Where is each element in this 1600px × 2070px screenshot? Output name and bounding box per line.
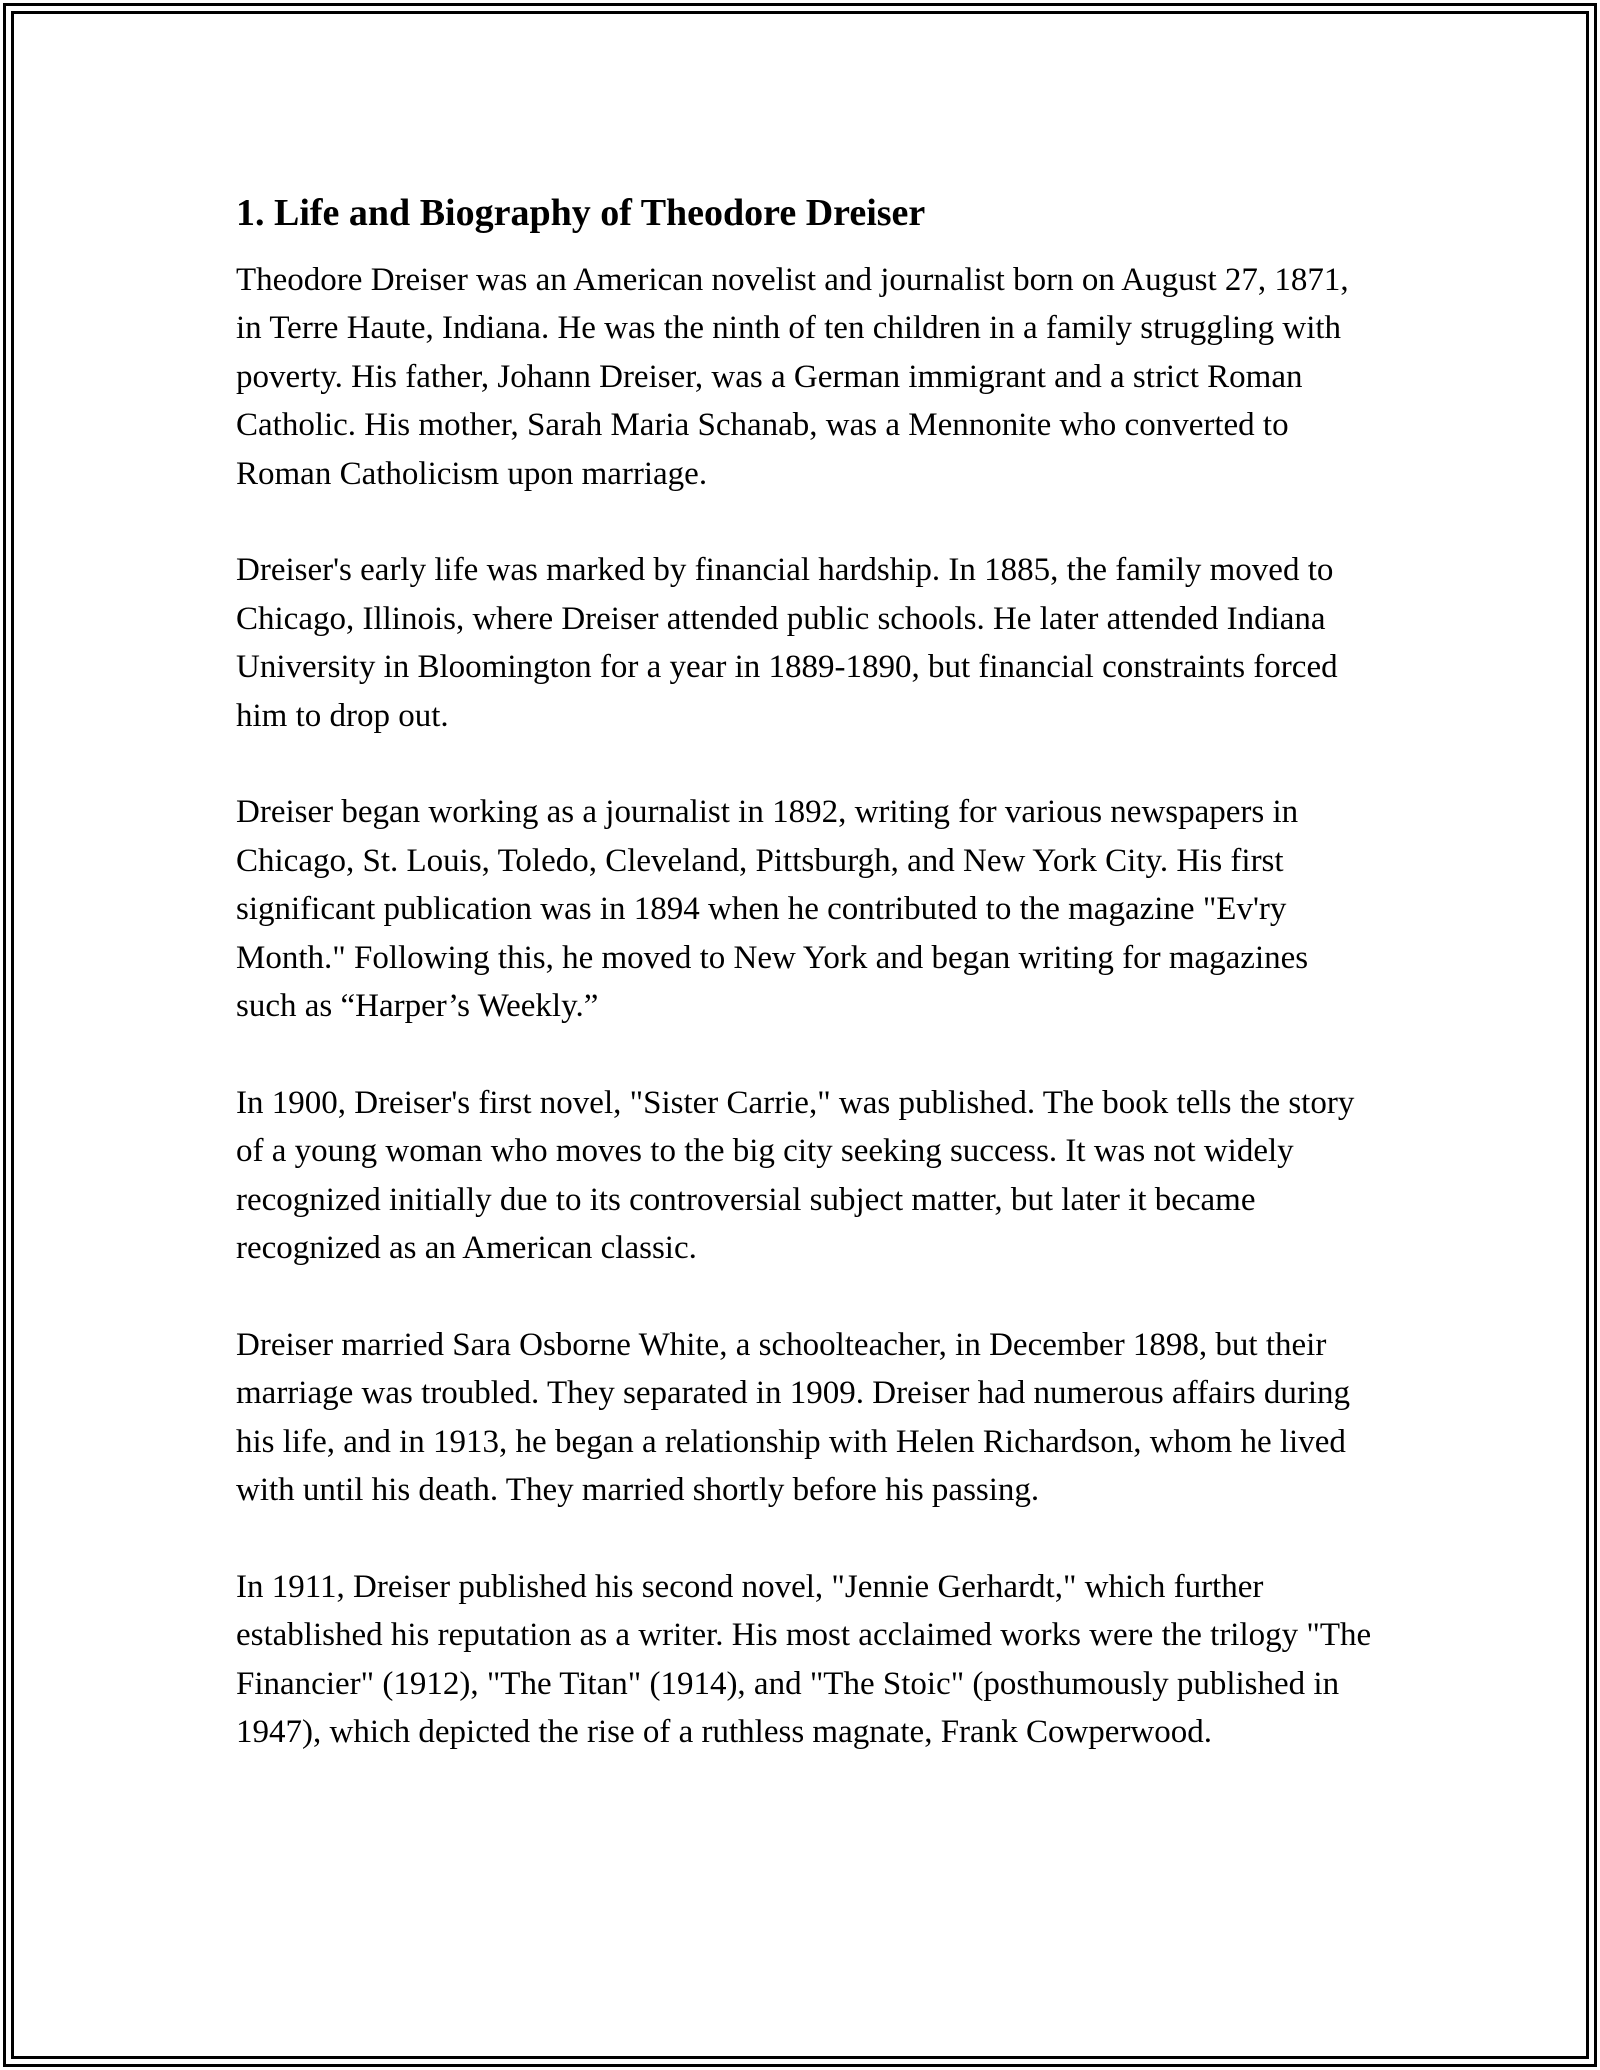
document-body xyxy=(236,186,1376,1805)
paragraph-education: Dreiser's early life was marked by financial hardship. In 1885, the family moved to Chicago, Illinois, where Dreiser attended public schools. He later attended Indiana University in Bloomington for a year in 1889-1890, but financial constraints forced him to drop out. xyxy=(236,552,1338,734)
paragraph-later-works: In 1911, Dreiser published his second novel, "Jennie Gerhardt," which further established his reputation as a writer. His most acclaimed works were the trilogy "The Financier" (1912), "The Titan" (1914), and "The Stoic" (posthumously published in 1947), which depicted the rise of a ruthless magnate, Frank Cowperwood. xyxy=(236,1568,1372,1751)
section-heading: 1. Life and Biography of Theodore Dreiser xyxy=(236,192,926,234)
paragraph-early-life: Theodore Dreiser was an American novelist and journalist born on August 27, 1871, in Terre Haute, Indiana. He was the ninth of ten children in a family struggling with poverty. His father, Johann Dreiser, was a German immigrant and a strict Roman Catholic. His mother, Sarah Maria Schanab, was a Mennonite who converted to Roman Catholicism upon marriage. xyxy=(236,262,1349,492)
paragraph-sister-carrie: In 1900, Dreiser's first novel, "Sister Carrie," was published. The book tells the story of a young woman who moves to the big city seeking success. It was not widely recognized initially due to its controversial subject matter, but later it became recognized as an American classic. xyxy=(236,1084,1355,1267)
paragraph-marriage: Dreiser married Sara Osborne White, a schoolteacher, in December 1898, but their marriage was troubled. They separated in 1909. Dreiser had numerous affairs during his life, and in 1913, he began a relationship with Helen Richardson, whom he lived with until his death. They married shortly before his passing. xyxy=(236,1326,1351,1509)
paragraph-journalism: Dreiser began working as a journalist in 1892, writing for various newspapers in Chicago, St. Louis, Toledo, Cleveland, Pittsburgh, and New York City. His first significant publication was in 1894 when he contributed to the magazine "Ev'ry Month." Following this, he moved to New York and began writing for magazines such as “Harper’s Weekly.” xyxy=(236,794,1309,1025)
